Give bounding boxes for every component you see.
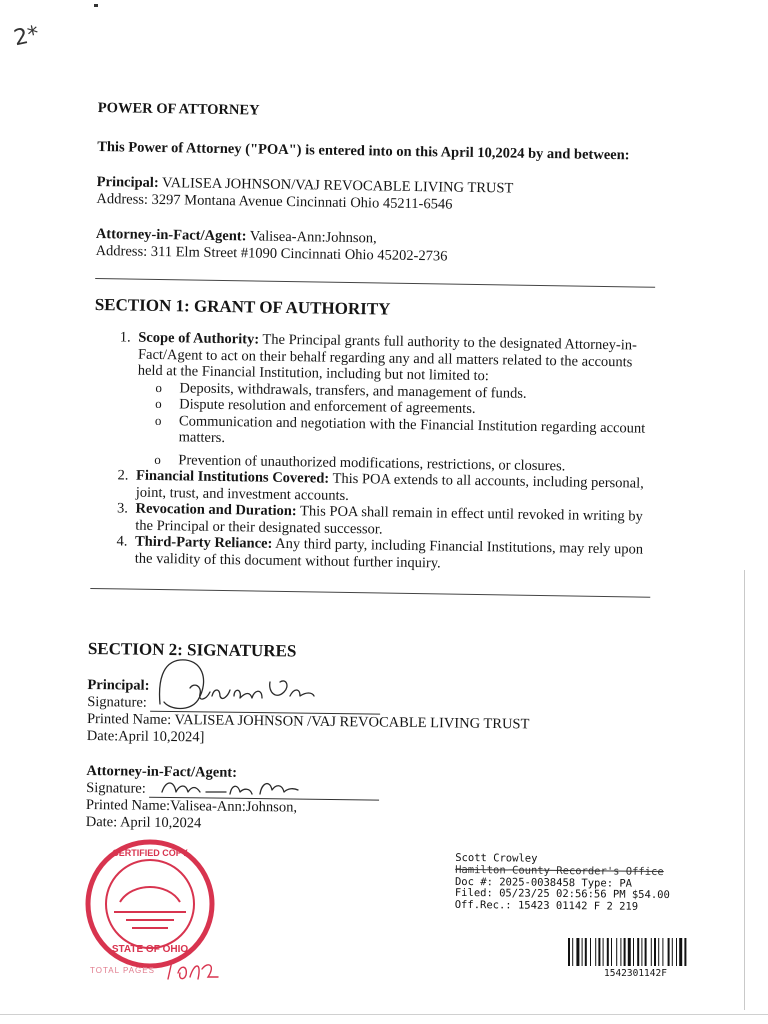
doc-number-line: Doc #: 2025-0038458 Type: PA (454, 875, 633, 890)
document-title: POWER OF ATTORNEY (97, 100, 260, 119)
recorder-stamp (455, 853, 671, 914)
section1-heading: SECTION 1: GRANT OF AUTHORITY (94, 294, 391, 319)
item-label: Scope of Authority: (138, 329, 260, 348)
printed-name: Printed Name: VALISEA JOHNSON /VAJ REVOCABLE LIVING TRUST (86, 710, 530, 733)
recorder-name: Scott Crowley (455, 851, 538, 865)
agent-signature (156, 770, 306, 804)
item-text: Any third party, including Financial Institutions, may rely upon the validity of this document without further inquiry. (134, 535, 644, 571)
signature-label: Signature: (87, 693, 147, 711)
sub-list-item: o Communication and negotiation with the Financial Institution regarding account matters. (155, 412, 653, 453)
divider (90, 588, 650, 598)
handwritten-page-count (162, 955, 222, 985)
document-body (90, 100, 658, 598)
recorder-office: Hamilton County Recorder's Office (455, 863, 664, 878)
signature-label: Signature: (86, 779, 146, 797)
authority-list (91, 329, 655, 575)
principal-block (96, 174, 656, 217)
agent-label: Attorney-in-Fact/Agent: (95, 225, 247, 245)
item-text: The Principal grants full authority to the designated Attorney-in-Fact/Agent to act on their behalf regarding any and all matters related to the accounts held at the Financial Institution, including but not limited to: (137, 331, 638, 385)
printed-name: Printed Name:Valisea-Ann:Johnson, (85, 796, 298, 816)
seal-bottom-text: STATE OF OHIO (111, 944, 189, 955)
date-line: Date: April 10,2024 (85, 813, 202, 832)
principal-label: Principal: (96, 173, 159, 191)
agent-name: Valisea-Ann:Johnson, (249, 228, 377, 247)
scope-sublist (136, 379, 653, 476)
item-text: This POA shall remain in effect until revoked in writing by the Principal or their designated successor. (135, 503, 643, 538)
agent-block (95, 226, 655, 269)
principal-address: Address: 3297 Montana Avenue Cincinnati Ohio 45211-6546 (96, 190, 453, 213)
barcode (568, 938, 714, 966)
principal-signature (150, 652, 330, 716)
principal-name: VALISEA JOHNSON/VAJ REVOCABLE LIVING TRUST (161, 175, 514, 197)
item-label: Revocation and Duration: (135, 500, 297, 520)
scan-bottom-edge (0, 1014, 768, 1015)
intro-statement: This Power of Attorney ("POA") is entered into on this April 10,2024 by and between: (97, 138, 630, 164)
section2-heading: SECTION 2: SIGNATURES (87, 639, 297, 661)
list-item-scope (132, 330, 654, 476)
sub-list-item: o Dispute resolution and enforcement of agreements. (155, 396, 653, 420)
handwritten-corner-mark: 2* (11, 21, 42, 52)
sub-list-item: o Deposits, withdrawals, transfers, and management of funds. (155, 379, 653, 403)
principal-sig-label: Principal: (87, 676, 150, 694)
filed-line: Filed: 05/23/25 02:56:56 PM $54.00 (454, 887, 670, 902)
seal-top-text: CERTIFIED COPY (112, 848, 188, 858)
date-line: Date:April 10,2024] (86, 727, 205, 746)
list-item-reliance (131, 534, 651, 575)
scan-edge-line (744, 570, 745, 1010)
item-text: This POA extends to all accounts, including personal, joint, trust, and investment accounts. (135, 470, 644, 504)
offrec-line: Off.Rec.: 15423 01142 F 2 219 (454, 899, 639, 913)
total-pages-label: TOTAL PAGES (90, 966, 155, 975)
agent-address: Address: 311 Elm Street #1090 Cincinnati Ohio 45202-2736 (95, 242, 448, 265)
item-label: Third-Party Reliance: (134, 533, 273, 552)
item-label: Financial Institutions Covered: (135, 467, 330, 487)
agent-sig-label: Attorney-in-Fact/Agent: (86, 762, 238, 781)
barcode-number: 1542301142F (604, 968, 667, 979)
scan-speck (94, 4, 98, 7)
divider (95, 278, 655, 288)
sub-list-item: o Prevention of unauthorized modifications, restrictions, or closures. (154, 451, 652, 475)
